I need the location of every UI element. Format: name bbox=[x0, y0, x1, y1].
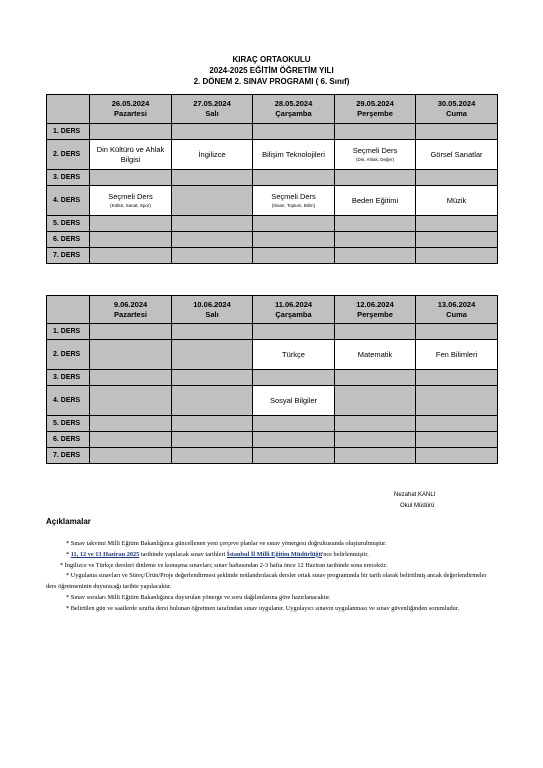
exam-cell bbox=[253, 140, 335, 170]
exam-cell bbox=[253, 448, 335, 464]
day-date: 28.05.2024 bbox=[274, 99, 313, 108]
exam-cell bbox=[172, 186, 253, 216]
day-header bbox=[172, 95, 253, 124]
lesson-row bbox=[47, 232, 498, 248]
exam-cell bbox=[416, 432, 498, 448]
exam-subject: Din Kültürü ve Ahlak Bilgisi bbox=[96, 144, 165, 164]
exam-subject: Matematik bbox=[357, 349, 393, 359]
exam-cell bbox=[335, 448, 416, 464]
exam-cell bbox=[90, 416, 172, 432]
exam-subject-detail: (Kültür, Sanat, Spor) bbox=[110, 203, 151, 208]
exam-cell bbox=[416, 216, 498, 232]
exam-cell bbox=[90, 340, 172, 370]
exam-cell bbox=[90, 248, 172, 264]
lesson-label: 1. DERS bbox=[47, 124, 90, 140]
exam-cell bbox=[253, 232, 335, 248]
exam-subject-detail: (İnsan, Toplum, Bilim) bbox=[271, 203, 316, 208]
exam-cell bbox=[416, 448, 498, 464]
exam-cell bbox=[172, 248, 253, 264]
principal-name: Nezahat KANLI bbox=[394, 492, 436, 498]
exam-cell bbox=[172, 432, 253, 448]
exam-cell bbox=[253, 124, 335, 140]
day-header bbox=[90, 296, 172, 324]
exam-cell bbox=[172, 386, 253, 416]
note-2-suffix: 'nce belirlenmiştir. bbox=[322, 550, 369, 558]
exam-cell bbox=[335, 124, 416, 140]
lesson-label: 7. DERS bbox=[47, 248, 90, 264]
day-date: 26.05.2024 bbox=[111, 99, 150, 108]
lesson-row bbox=[47, 216, 498, 232]
exam-subject: Seçmeli Ders bbox=[108, 192, 153, 201]
lesson-label: 5. DERS bbox=[47, 416, 90, 432]
day-date: 27.05.2024 bbox=[193, 99, 231, 108]
lesson-label: 3. DERS bbox=[47, 170, 90, 186]
exam-cell bbox=[172, 340, 253, 370]
corner-cell bbox=[47, 95, 90, 124]
lesson-row bbox=[47, 186, 498, 216]
lesson-label: 4. DERS bbox=[47, 186, 90, 216]
day-date: 11.06.2024 bbox=[274, 299, 313, 309]
exam-cell bbox=[90, 232, 172, 248]
lesson-row bbox=[47, 432, 498, 448]
exam-cell bbox=[90, 324, 172, 340]
exam-subject: Bilişim Teknolojileri bbox=[262, 149, 325, 159]
exam-subject: Türkçe bbox=[282, 349, 305, 359]
exam-subject: İngilizce bbox=[198, 149, 226, 159]
exam-cell bbox=[253, 170, 335, 186]
exam-subject: Seçmeli Ders bbox=[352, 146, 398, 155]
day-name: Salı bbox=[205, 309, 219, 319]
lesson-label: 2. DERS bbox=[47, 340, 90, 370]
day-name: Çarşamba bbox=[275, 109, 312, 118]
exam-cell bbox=[90, 448, 172, 464]
exam-cell bbox=[416, 170, 498, 186]
day-date: 9.06.2024 bbox=[113, 299, 148, 309]
header-row bbox=[47, 296, 498, 324]
note-4: * Uygulama sınavları ve Süreç/Ürün/Proje değerlendirmesi şeklinde notlandırılacak dersler ortak sınav programında bir tarih olarak belirtilmiş ancak değerlendirmeler ders öğretmeninin duyuracağı tarihte yapılacaktır. bbox=[46, 572, 487, 591]
lesson-label: 3. DERS bbox=[47, 370, 90, 386]
exam-cell bbox=[253, 340, 335, 370]
day-name: Perşembe bbox=[357, 109, 393, 118]
day-name: Salı bbox=[205, 109, 219, 118]
exam-cell bbox=[90, 170, 172, 186]
exam-cell bbox=[335, 232, 416, 248]
exam-subject: Görsel Sanatlar bbox=[430, 149, 483, 159]
day-date: 12.06.2024 bbox=[356, 299, 394, 309]
note-3: * İngilizce ve Türkçe dersleri dinleme ve konuşma sınavları; sınav haftasından 2-3 hafta önce 12 Haziran tarihinde sona erecektir. bbox=[60, 561, 388, 569]
lesson-row bbox=[47, 140, 498, 170]
exam-cell bbox=[90, 370, 172, 386]
exam-cell bbox=[172, 370, 253, 386]
exam-cell bbox=[335, 386, 416, 416]
exam-cell bbox=[335, 170, 416, 186]
exam-cell bbox=[335, 432, 416, 448]
day-date: 10.06.2024 bbox=[193, 299, 231, 309]
exam-cell bbox=[335, 216, 416, 232]
day-name: Çarşamba bbox=[275, 309, 312, 319]
exam-cell bbox=[416, 416, 498, 432]
day-name: Pazartesi bbox=[114, 309, 147, 319]
day-name: Cuma bbox=[446, 109, 467, 118]
exam-cell bbox=[253, 370, 335, 386]
exam-cell bbox=[90, 432, 172, 448]
signature-block bbox=[394, 490, 435, 512]
lesson-row bbox=[47, 416, 498, 432]
day-date: 30.05.2024 bbox=[437, 99, 476, 108]
corner-cell bbox=[47, 296, 90, 324]
exam-cell bbox=[335, 370, 416, 386]
lesson-row bbox=[47, 324, 498, 340]
academic-year: 2024-2025 EĞİTİM ÖĞRETİM YILI bbox=[209, 66, 334, 75]
day-header bbox=[253, 95, 335, 124]
exam-cell bbox=[416, 248, 498, 264]
note-1: * Sınav takvimi Milli Eğitim Bakanlığınca güncellenen yeni çerçeve planlar ve sınav yönergesi doğrultusunda oluşturulmuştur. bbox=[66, 540, 387, 547]
exam-subject: Sosyal Bilgiler bbox=[269, 395, 318, 405]
note-2 bbox=[46, 550, 498, 561]
exam-subject: Müzik bbox=[446, 195, 467, 205]
explanations-notes bbox=[46, 539, 498, 615]
program-title: 2. DÖNEM 2. SINAV PROGRAMI ( 6. Sınıf) bbox=[193, 77, 350, 86]
principal-title: Okul Müdürü bbox=[400, 503, 435, 509]
exam-cell bbox=[172, 232, 253, 248]
lesson-label: 5. DERS bbox=[47, 216, 90, 232]
lesson-row bbox=[47, 370, 498, 386]
exam-cell bbox=[416, 370, 498, 386]
lesson-row bbox=[47, 124, 498, 140]
school-name: KIRAÇ ORTAOKULU bbox=[232, 55, 311, 64]
exam-cell bbox=[172, 170, 253, 186]
exam-cell bbox=[172, 324, 253, 340]
exam-cell bbox=[335, 340, 416, 370]
exam-schedule-table-1 bbox=[46, 94, 498, 264]
day-header bbox=[335, 296, 416, 324]
exam-cell bbox=[253, 386, 335, 416]
day-header bbox=[335, 95, 416, 124]
note-6: * Belirtilen gün ve saatlerde sınıfta dersi bulunan öğretmen tarafından sınav uygulanır. Uygulayıcı sınavın uygulanması ve sınav güvenliğinden sorumludur. bbox=[66, 604, 460, 612]
lesson-label: 6. DERS bbox=[47, 232, 90, 248]
note-5: * Sınav soruları Milli Eğitim Bakanlığınca duyurulan yönerge ve soru dağılımlarına göre hazırlanacaktır. bbox=[66, 593, 331, 601]
note-2-middle: tarihinde yapılacak sınav tarihleri bbox=[139, 550, 227, 558]
exam-cell bbox=[416, 124, 498, 140]
exam-cell bbox=[416, 232, 498, 248]
exam-cell bbox=[90, 386, 172, 416]
exam-cell bbox=[253, 248, 335, 264]
explanations-title: Açıklamalar bbox=[46, 517, 91, 526]
exam-dates-link[interactable]: 11, 12 ve 13 Haziran 2025 bbox=[70, 550, 140, 558]
document-header bbox=[0, 54, 543, 87]
exam-cell bbox=[335, 186, 416, 216]
lesson-label: 6. DERS bbox=[47, 432, 90, 448]
exam-cell bbox=[172, 448, 253, 464]
day-header bbox=[172, 296, 253, 324]
lesson-label: 2. DERS bbox=[47, 140, 90, 170]
day-name: Pazartesi bbox=[114, 109, 147, 118]
exam-subject: Beden Eğitimi bbox=[351, 195, 399, 205]
exam-cell bbox=[172, 124, 253, 140]
exam-cell bbox=[172, 140, 253, 170]
lesson-label: 1. DERS bbox=[47, 324, 90, 340]
day-header bbox=[416, 296, 498, 324]
exam-cell bbox=[90, 124, 172, 140]
day-date: 29.05.2024 bbox=[356, 99, 394, 108]
exam-cell bbox=[253, 216, 335, 232]
lesson-row bbox=[47, 248, 498, 264]
day-name: Cuma bbox=[446, 309, 467, 319]
day-header bbox=[253, 296, 335, 324]
exam-subject: Seçmeli Ders bbox=[271, 192, 316, 201]
exam-cell bbox=[172, 216, 253, 232]
exam-cell bbox=[253, 186, 335, 216]
lesson-row bbox=[47, 386, 498, 416]
lesson-label: 4. DERS bbox=[47, 386, 90, 416]
exam-schedule-table-2 bbox=[46, 295, 498, 464]
exam-subject: Fen Bilimleri bbox=[435, 349, 478, 359]
exam-cell bbox=[416, 186, 498, 216]
lesson-row bbox=[47, 448, 498, 464]
lesson-row bbox=[47, 340, 498, 370]
directorate-link[interactable]: İstanbul İl Milli Eğitim Müdürlüğü bbox=[226, 550, 323, 558]
exam-cell bbox=[172, 416, 253, 432]
exam-cell bbox=[335, 416, 416, 432]
exam-cell bbox=[253, 324, 335, 340]
note-2-prefix: * bbox=[66, 550, 71, 558]
exam-cell bbox=[416, 340, 498, 370]
lesson-label: 7. DERS bbox=[47, 448, 90, 464]
exam-cell bbox=[416, 324, 498, 340]
exam-cell bbox=[335, 140, 416, 170]
exam-cell bbox=[253, 432, 335, 448]
exam-cell bbox=[90, 216, 172, 232]
exam-subject-detail: (Din, Ahlak, Değer) bbox=[355, 157, 394, 162]
day-date: 13.06.2024 bbox=[437, 299, 476, 309]
exam-cell bbox=[253, 416, 335, 432]
exam-cell bbox=[90, 186, 172, 216]
exam-cell bbox=[416, 386, 498, 416]
header-row bbox=[47, 95, 498, 124]
exam-cell bbox=[335, 324, 416, 340]
exam-cell bbox=[90, 140, 172, 170]
exam-cell bbox=[416, 140, 498, 170]
lesson-row bbox=[47, 170, 498, 186]
day-header bbox=[90, 95, 172, 124]
day-name: Perşembe bbox=[357, 309, 393, 319]
exam-cell bbox=[335, 248, 416, 264]
day-header bbox=[416, 95, 498, 124]
